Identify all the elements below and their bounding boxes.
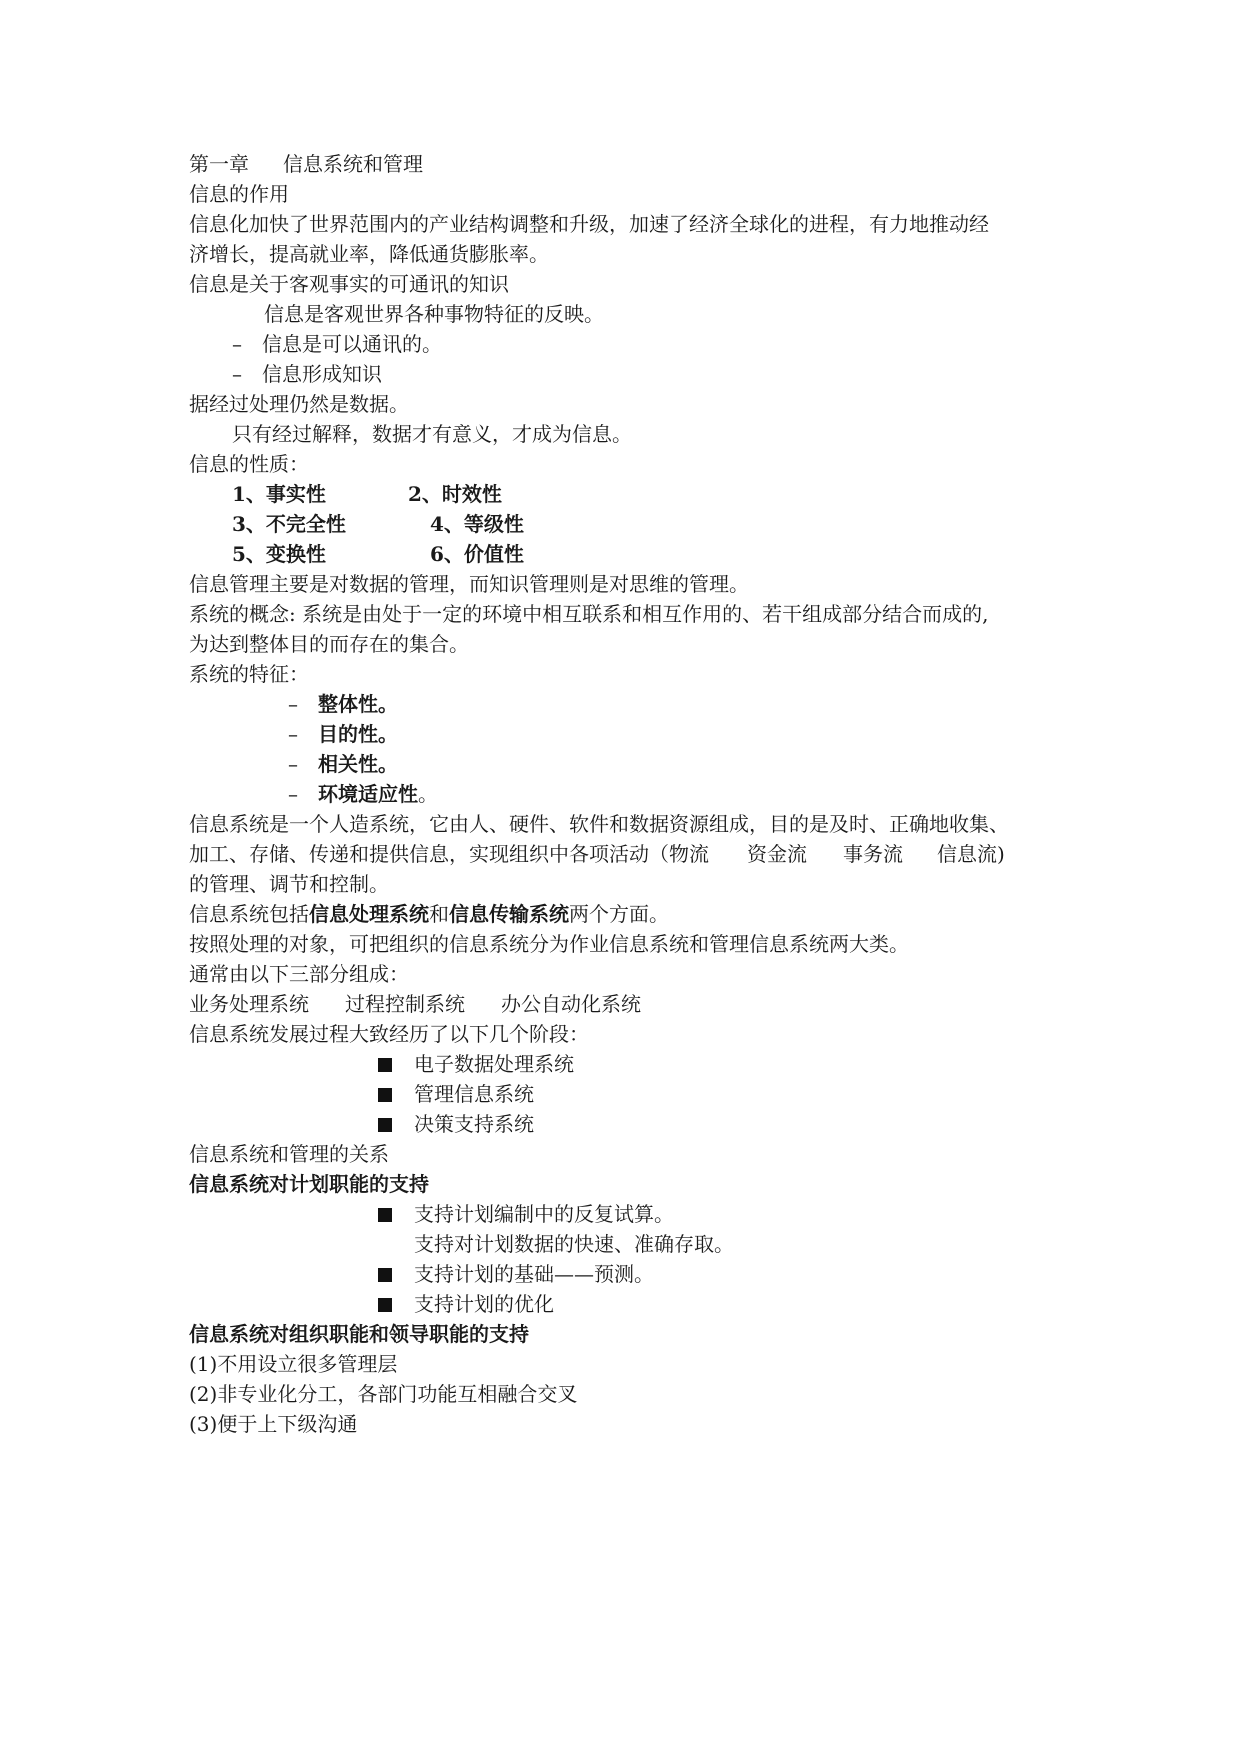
dash-marker: – — [288, 692, 298, 716]
square-bullet-icon — [378, 1208, 392, 1222]
heading-system-features: 系统的特征： — [189, 662, 309, 686]
bullet-item: 管理信息系统 — [378, 1078, 534, 1110]
bullet-item: 决策支持系统 — [378, 1108, 534, 1140]
paragraph-line: 济增长，提高就业率，降低通货膨胀率。 — [189, 242, 549, 266]
dash-marker: – — [288, 782, 298, 806]
chapter-title: 第一章 信息系统和管理 — [189, 152, 423, 176]
bullet-item: 电子数据处理系统 — [378, 1048, 574, 1080]
bullet-item: 支持计划的优化 — [378, 1288, 554, 1320]
heading-relation: 信息系统和管理的关系 — [189, 1142, 389, 1166]
property-row: 5、变换性 6、价值性 — [232, 542, 524, 566]
square-bullet-icon — [378, 1118, 392, 1132]
paragraph-line: 据经过处理仍然是数据。 — [189, 392, 409, 416]
numbered-item: (2)非专业化分工，各部门功能互相融合交叉 — [189, 1382, 578, 1406]
heading-info-properties: 信息的性质： — [189, 452, 309, 476]
heading-role-of-info: 信息的作用 — [189, 182, 289, 206]
heading-organization-support: 信息系统对组织职能和领导职能的支持 — [189, 1322, 529, 1346]
dash-marker: – — [232, 332, 242, 356]
square-bullet-icon — [378, 1268, 392, 1282]
paragraph-line: 通常由以下三部分组成： — [189, 962, 409, 986]
feature-item: – 整体性。 — [288, 688, 398, 720]
square-bullet-icon — [378, 1298, 392, 1312]
paragraph-line: 信息系统包括信息处理系统和信息传输系统两个方面。 — [189, 902, 669, 926]
paragraph-line: 信息管理主要是对数据的管理，而知识管理则是对思维的管理。 — [189, 572, 749, 596]
dash-marker: – — [232, 362, 242, 386]
bullet-item: 支持计划编制中的反复试算。 — [378, 1198, 674, 1230]
dash-list-item: – 信息是可以通讯的。 — [232, 328, 442, 360]
paragraph-line: 信息系统是一个人造系统，它由人、硬件、软件和数据资源组成，目的是及时、正确地收集、 — [189, 812, 1009, 836]
square-bullet-icon — [378, 1058, 392, 1072]
paragraph-line: 系统的概念: 系统是由处于一定的环境中相互联系和相互作用的、若干组成部分结合而成的, — [189, 602, 989, 626]
feature-item: – 相关性。 — [288, 748, 398, 780]
indented-line: 只有经过解释，数据才有意义，才成为信息。 — [232, 422, 632, 446]
heading-planning-support: 信息系统对计划职能的支持 — [189, 1172, 429, 1196]
dash-marker: – — [288, 752, 298, 776]
paragraph-line: 加工、存储、传递和提供信息，实现组织中各项活动（物流 资金流 事务流 信息流) — [189, 842, 1005, 866]
property-row: 3、不完全性 4、等级性 — [232, 512, 524, 536]
square-bullet-icon — [378, 1088, 392, 1102]
dash-marker: – — [288, 722, 298, 746]
feature-item: – 环境适应性。 — [288, 778, 438, 810]
paragraph-line: 为达到整体目的而存在的集合。 — [189, 632, 469, 656]
paragraph-line: 信息是关于客观事实的可通讯的知识 — [189, 272, 509, 296]
property-row: 1、事实性 2、时效性 — [232, 482, 502, 506]
numbered-item: (1)不用设立很多管理层 — [189, 1352, 398, 1376]
feature-item: – 目的性。 — [288, 718, 398, 750]
indented-line: 信息是客观世界各种事物特征的反映。 — [264, 302, 604, 326]
paragraph-line: 按照处理的对象，可把组织的信息系统分为作业信息系统和管理信息系统两大类。 — [189, 932, 909, 956]
paragraph-line: 的管理、调节和控制。 — [189, 872, 389, 896]
bullet-continuation: 支持对计划数据的快速、准确存取。 — [414, 1232, 734, 1256]
bullet-item: 支持计划的基础——预测。 — [378, 1258, 654, 1290]
dash-list-item: – 信息形成知识 — [232, 358, 382, 390]
paragraph-line: 信息系统发展过程大致经历了以下几个阶段： — [189, 1022, 589, 1046]
paragraph-line: 信息化加快了世界范围内的产业结构调整和升级，加速了经济全球化的进程，有力地推动经 — [189, 212, 989, 236]
numbered-item: (3)便于上下级沟通 — [189, 1412, 358, 1436]
paragraph-line: 业务处理系统 过程控制系统 办公自动化系统 — [189, 992, 641, 1016]
